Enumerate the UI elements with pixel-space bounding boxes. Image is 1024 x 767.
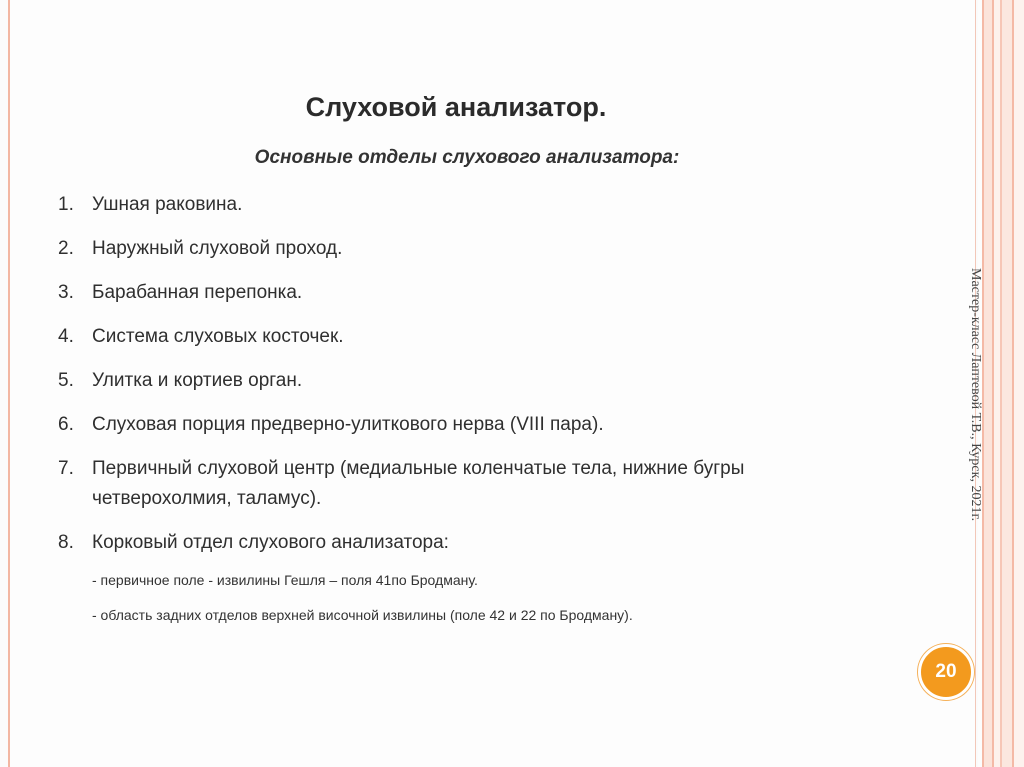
list-item [58, 410, 878, 440]
list-item [58, 278, 878, 308]
list-item [58, 528, 878, 558]
decorative-stripes [978, 0, 1024, 767]
list-item-number: 7. [58, 458, 74, 479]
list-item-text: Барабанная перепонка. [92, 282, 303, 303]
sub-item: - первичное поле - извилины Гешля – поля 41по Бродману. [92, 572, 478, 588]
numbered-list [58, 190, 878, 572]
list-item [58, 454, 878, 514]
list-item-text: Ушная раковина. [92, 194, 243, 215]
list-item-text: Улитка и кортиев орган. [92, 370, 303, 391]
list-item-text: Слуховая порция предверно-улиткового нерва (VIII пара). [92, 414, 604, 435]
list-item [58, 234, 878, 264]
page-number-badge: 20 [918, 644, 974, 700]
list-item-number: 1. [58, 194, 74, 215]
list-item-number: 4. [58, 326, 74, 347]
list-item-text: Первичный слуховой центр (медиальные коленчатые тела, нижние бугры четверохолмия, таламус). [92, 458, 745, 509]
list-item-number: 5. [58, 370, 74, 391]
list-item-text: Наружный слуховой проход. [92, 238, 343, 259]
slide-subtitle: Основные отделы слухового анализатора: [254, 147, 680, 168]
list-item [58, 190, 878, 220]
author-caption: Мастер-класс Лаптевой Т.В., Курск, 2021г. [968, 268, 983, 522]
list-item [58, 366, 878, 396]
slide-title: Слуховой анализатор. [305, 92, 607, 122]
list-item-number: 3. [58, 282, 74, 303]
list-item [58, 322, 878, 352]
list-item-number: 2. [58, 238, 74, 259]
list-item-text: Корковый отдел слухового анализатора: [92, 532, 449, 553]
list-item-number: 8. [58, 532, 74, 553]
sub-item: - область задних отделов верхней височной извилины (поле 42 и 22 по Бродману). [92, 607, 633, 623]
list-item-number: 6. [58, 414, 74, 435]
list-item-text: Система слуховых косточек. [92, 326, 344, 347]
